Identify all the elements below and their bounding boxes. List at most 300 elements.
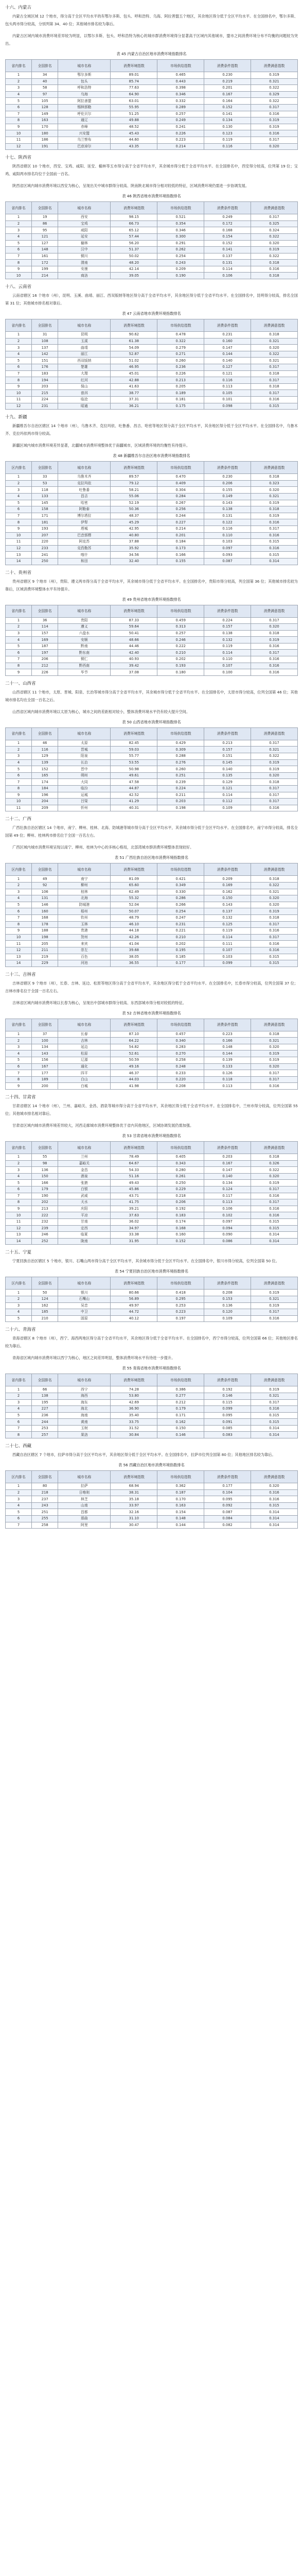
table-cell: 0.322 [251,98,298,105]
table-cell: 0.247 [157,914,204,921]
table-row [6,908,298,915]
table-cell: 37.31 [111,397,157,403]
column-header: 消费条件指数 [204,863,251,876]
table-cell: 忻州 [58,805,111,811]
table-cell: 203 [32,383,58,390]
table-cell: 31.10 [111,1516,157,1522]
table-cell: 150 [32,1173,58,1180]
table-row [6,493,298,500]
table-cell: 防城港 [58,902,111,908]
table-cell: 0.230 [204,72,251,79]
table-cell: 0.167 [204,1160,251,1167]
table-row [6,656,298,663]
table-cell: 0.318 [251,506,298,513]
body-paragraph: 甘肃省辖区 14 个地市（州），兰州、嘉峪关、金昌、酒泉等城市得分高于全省平均水平，其余地区得分低于全省平均水平。在全国排名中，兰州市得分较高，位列全国第 55 位；其他城市排名相对靠后。 [5,1104,298,1116]
table-cell: 0.315 [251,1218,298,1225]
table-cell: 0.251 [157,772,204,779]
table-cell: 1 [6,740,32,747]
table-cell: 0.319 [251,1050,298,1057]
table-cell: 0.136 [204,1302,251,1309]
table-cell: 53.80 [111,1393,157,1399]
table-cell: 11 [6,941,32,947]
table-cell: 187 [32,643,58,650]
table-cell: 5 [6,766,32,773]
table-cell: 0.226 [157,370,204,377]
table-row [6,1489,298,1496]
table-cell: 昌都 [58,1509,111,1516]
table-cell: 6 [6,506,32,513]
table-cell: 165 [32,772,58,779]
table-cell: 0.116 [204,143,251,150]
table-cell: 0.154 [204,233,251,240]
table-cell: 0.324 [251,227,298,234]
table-cell: 0.144 [204,1050,251,1057]
table-cell: 0.143 [204,500,251,506]
table-cell: 0.316 [251,1193,298,1199]
table-cell: 0.230 [204,474,251,481]
table-cell: 9 [6,928,32,935]
table-cell: 244 [32,1419,58,1426]
table-cell: 10 [6,1212,32,1219]
table-cell: 46 [32,740,58,747]
section-heading: 十六、内蒙古 [5,5,32,10]
table-cell: 0.300 [157,233,204,240]
table-cell: 1 [6,72,32,79]
table-cell: 0.304 [157,487,204,494]
table-cell: 锡林郭勒 [58,104,111,111]
table-cell: 0.283 [157,1044,204,1050]
table-cell: 0.316 [251,805,298,811]
column-header: 市场供给指数 [157,1142,204,1154]
table-cell: 59.03 [111,747,157,753]
body-paragraph: 西藏自治区辖区 7 个地市，拉萨市得分高于全区平均水平，其余地区得分低于全区平均水平。在全国排名中，拉萨市位列全国第 80 位；其他地区排名较为靠后。 [12,1452,276,1458]
table-row [6,1154,298,1161]
table-cell: 0.152 [204,240,251,247]
table-cell: 0.346 [157,227,204,234]
table-cell: 137 [32,345,58,351]
table-cell: 160 [32,908,58,915]
table-cell: 运城 [58,792,111,799]
table-cell: 0.174 [157,1218,204,1225]
table-row [6,364,298,371]
table-cell: 0.170 [157,1496,204,1503]
table-cell: 255 [32,1516,58,1522]
table-cell: 7 [6,253,32,260]
table-row [6,526,298,532]
table-cell: 0.320 [251,895,298,902]
table-cell: 0.110 [204,656,251,663]
table-row [6,474,298,481]
ranking-table [5,461,298,565]
table-cell: 220 [32,539,58,546]
table-cell: 0.134 [204,117,251,124]
table-cell: 0.103 [204,539,251,546]
table-cell: 52.19 [111,500,157,506]
table-cell: 239 [32,1225,58,1232]
table-cell: 35.40 [111,1412,157,1419]
table-cell: 227 [32,1406,58,1413]
table-cell: 0.146 [157,1432,204,1438]
table-cell: 0.267 [157,500,204,506]
table-cell: 127 [32,240,58,247]
table-cell: 3 [6,227,32,234]
table-row [6,1399,298,1406]
table-cell: 0.316 [251,928,298,935]
table-cell: 80 [32,1483,58,1490]
table-cell: 105 [32,98,58,105]
table-cell: 0.314 [251,1432,298,1438]
table-cell: 44.03 [111,1076,157,1083]
table-cell: 0.317 [251,137,298,143]
column-header: 全国排名 [32,727,58,740]
table-cell: 4 [6,1502,32,1509]
table-cell: 9 [6,124,32,130]
table-cell: 58 [32,85,58,92]
column-header: 消费满意指数 [251,1142,298,1154]
table-cell: 169 [32,637,58,643]
table-cell: 170 [32,124,58,130]
column-header: 消费环境指数 [111,863,157,876]
table-cell: 0.470 [157,474,204,481]
table-cell: 武威 [58,1193,111,1199]
table-cell: 0.316 [251,532,298,539]
table-cell: 180 [32,130,58,137]
table-cell: 0.213 [204,740,251,747]
column-header: 消费环境指数 [111,1471,157,1483]
table-caption: 表 53 甘肃省地市消费环境指数排名 [122,1133,181,1139]
table-row [6,786,298,792]
table-cell: 0.316 [251,643,298,650]
table-cell: 0.171 [157,1412,204,1419]
table-row [6,370,298,377]
table-cell: 0.144 [204,351,251,358]
table-cell: 0.318 [251,273,298,279]
table-cell: 0.321 [251,1038,298,1044]
table-cell: 0.145 [204,759,251,766]
table-cell: 55.77 [111,753,157,760]
table-cell: 大理 [58,370,111,377]
table-cell: 10 [6,130,32,137]
table-cell: 250 [32,558,58,565]
table-cell: 0.132 [204,914,251,921]
table-row [6,397,298,403]
table-cell: 0.166 [157,552,204,558]
table-row [6,1199,298,1206]
table-cell: 0.094 [204,1225,251,1232]
table-cell: 0.322 [251,85,298,92]
table-cell: 0.201 [157,532,204,539]
table-cell: 0.254 [157,253,204,260]
province-section [5,1443,298,1529]
table-cell: 79.12 [111,480,157,487]
table-cell: 14 [6,960,32,967]
table-cell: 0.219 [204,78,251,85]
table-cell: 0.087 [204,1509,251,1516]
column-header: 消费满意指数 [251,319,298,332]
table-cell: 0.135 [204,772,251,779]
table-cell: 50.41 [111,630,157,637]
table-cell: 7 [6,914,32,921]
table-cell: 0.116 [204,526,251,532]
table-cell: 0.147 [204,345,251,351]
table-cell: 191 [32,143,58,150]
table-cell: 3 [6,630,32,637]
table-cell: 30.84 [111,1432,157,1438]
table-cell: 243 [32,1502,58,1509]
table-cell: 166 [32,1180,58,1187]
table-cell: 0.087 [204,558,251,565]
table-cell: 昭通 [58,403,111,410]
table-cell: 吴忠 [58,1302,111,1309]
body-paragraph: 贵州省辖区 9 个地市（州），贵阳、遵义两市得分高于全省平均水平，其余城市得分低于全省平均水平。在全国排名中，贵阳市得分较高，列全国第 36 位；其他城市排名较为靠后，区域消费环境整体水平有待提升。 [5,579,298,591]
table-cell: 10 [6,273,32,279]
table-cell: 10 [6,799,32,805]
table-cell: 0.125 [204,921,251,928]
table-cell: 200 [32,1083,58,1090]
table-cell: 0.131 [204,260,251,266]
column-header: 城市名称 [58,1142,111,1154]
table-row [6,753,298,760]
table-cell: 0.314 [251,1232,298,1239]
column-header: 全国排名 [32,202,58,214]
table-cell: 0.313 [157,624,204,631]
column-header: 消费满意指数 [251,1019,298,1031]
table-cell: 0.151 [204,753,251,760]
table-cell: 241 [32,552,58,558]
table-row [6,1160,298,1167]
table-cell: 临汾 [58,786,111,792]
column-header: 消费环境指数 [111,202,157,214]
table-cell: 5 [6,1057,32,1064]
table-cell: 194 [32,377,58,384]
column-header: 消费条件指数 [204,1142,251,1154]
table-cell: 106 [32,889,58,895]
table-cell: 0.211 [157,792,204,799]
table-cell: 97 [32,91,58,98]
table-cell: 通化 [58,1063,111,1070]
table-row [6,480,298,487]
table-cell: 231 [32,403,58,410]
table-cell: 14 [6,558,32,565]
table-cell: 0.318 [251,914,298,921]
table-caption: 表 54 宁夏回族自治区地市消费环境指数排名 [114,1269,189,1274]
table-header-row [6,60,298,72]
table-cell: 0.314 [251,558,298,565]
table-cell: 0.330 [157,889,204,895]
column-header: 全国排名 [32,1471,58,1483]
table-cell: 渭南 [58,260,111,266]
table-cell: 36.02 [111,1218,157,1225]
table-cell: 0.354 [157,221,204,227]
table-cell: 0.316 [251,669,298,676]
column-header: 城市名称 [58,727,111,740]
table-cell: 44.18 [111,928,157,935]
table-cell: 日喀则 [58,1489,111,1496]
body-paragraph: 青海省辖区 8 个地市（州），西宁、海西两地区得分高于全省平均水平，其余地区得分低于全省平均水平。在全国排名中，西宁市得分较高，位列全国第 66 位；其他地区排名较为靠后。 [5,1336,298,1349]
table-cell: 1 [6,332,32,338]
body-paragraph: 甘肃省区域内城市消费环境差异较大，河西走廊城市消费环境整体优于省内其他地区，区域协调发展仍需加强。 [12,1123,194,1128]
table-row [6,941,298,947]
table-cell: 50.98 [111,766,157,773]
table-cell: 0.119 [204,643,251,650]
table-cell: 晋城 [58,747,111,753]
table-cell: 安康 [58,266,111,273]
column-header: 市场供给指数 [157,863,204,876]
column-header: 消费条件指数 [204,605,251,617]
table-cell: 11 [6,137,32,143]
table-cell: 巴音郭楞 [58,532,111,539]
column-header: 消费满意指数 [251,1374,298,1386]
table-cell: 0.421 [157,876,204,883]
table-row [6,954,298,960]
table-cell: 0.111 [204,941,251,947]
table-cell: 0.177 [204,1483,251,1490]
table-cell: 0.315 [251,1225,298,1232]
table-cell: 38.77 [111,390,157,397]
table-row [6,351,298,358]
table-cell: 保山 [58,383,111,390]
table-cell: 197 [32,650,58,656]
table-cell: 松原 [58,1050,111,1057]
table-cell: 211 [32,947,58,954]
table-row [6,403,298,410]
table-cell: 64.22 [111,1038,157,1044]
table-cell: 0.114 [204,266,251,273]
table-cell: 9 [6,1083,32,1090]
table-cell: 219 [32,954,58,960]
table-cell: 51.16 [111,1173,157,1180]
table-header-row [6,863,298,876]
table-cell: 2 [6,1489,32,1496]
table-cell: 0.250 [157,1180,204,1187]
table-cell: 116 [32,747,58,753]
table-cell: 5 [6,1315,32,1322]
column-header: 消费环境指数 [111,1142,157,1154]
table-cell: 0.202 [157,656,204,663]
table-cell: 1 [6,1154,32,1161]
table-row [6,1290,298,1296]
table-cell: 42.26 [111,934,157,941]
table-cell: 0.319 [251,1290,298,1296]
table-caption: 表 46 陕西省地市消费环境指数排名 [122,194,181,199]
table-cell: 40.80 [111,532,157,539]
table-cell: 百色 [58,954,111,960]
table-cell: 149 [32,111,58,117]
column-header: 消费条件指数 [204,319,251,332]
column-header: 城市名称 [58,863,111,876]
table-cell: 0.316 [251,266,298,273]
table-cell: 0.316 [251,1496,298,1503]
table-row [6,253,298,260]
table-cell: 0.241 [157,124,204,130]
table-cell: 0.321 [251,747,298,753]
table-cell: 0.129 [204,779,251,786]
ranking-table [5,1019,298,1090]
table-cell: 36.21 [111,403,157,410]
table-cell: 8 [6,1199,32,1206]
column-header: 消费条件指数 [204,727,251,740]
column-header: 消费满意指数 [251,462,298,474]
table-cell: 0.315 [251,1419,298,1426]
table-header-row [6,462,298,474]
table-cell: 40.12 [111,1315,157,1322]
table-cell: 90.62 [111,332,157,338]
table-cell: 80.66 [111,1290,157,1296]
table-cell: 222 [32,1212,58,1219]
column-header: 消费满意指数 [251,863,298,876]
table-cell: 10 [6,532,32,539]
table-row [6,1406,298,1413]
table-row [6,882,298,889]
table-cell: 0.317 [251,390,298,397]
table-cell: 0.325 [251,221,298,227]
table-cell: 46.37 [111,1070,157,1077]
table-cell: 0.084 [204,1516,251,1522]
table-cell: 3 [6,345,32,351]
table-cell: 0.317 [251,1187,298,1193]
table-cell: 195 [32,1399,58,1406]
table-cell: 0.149 [204,493,251,500]
table-cell: 51.25 [111,111,157,117]
column-header: 消费环境指数 [111,462,157,474]
table-cell: 0.429 [157,740,204,747]
table-cell: 汉中 [58,247,111,253]
table-row [6,78,298,85]
table-cell: 0.322 [251,882,298,889]
table-cell: 0.349 [157,882,204,889]
table-row [6,1050,298,1057]
table-cell: 204 [32,799,58,805]
table-cell: 普洱 [58,390,111,397]
table-cell: 87.33 [111,617,157,624]
table-row [6,72,298,79]
table-row [6,1225,298,1232]
table-cell: 89.01 [111,72,157,79]
table-cell: 0.405 [157,1154,204,1161]
table-cell: 46.95 [111,364,157,371]
table-cell: 8 [6,786,32,792]
column-header: 城市名称 [58,1019,111,1031]
table-row [6,779,298,786]
table-cell: 9 [6,792,32,799]
table-cell: 0.209 [204,876,251,883]
column-header: 全国排名 [32,1277,58,1290]
table-cell: 0.315 [251,954,298,960]
table-cell: 86 [32,221,58,227]
table-cell: 晋中 [58,766,111,773]
table-cell: 西双版纳 [58,358,111,364]
table-cell: 74.28 [111,1386,157,1393]
column-header: 消费满意指数 [251,1277,298,1290]
column-header: 消费环境指数 [111,727,157,740]
table-cell: 11 [6,397,32,403]
table-cell: 134 [32,1044,58,1050]
table-cell: 0.478 [157,332,204,338]
table-cell: 宝鸡 [58,221,111,227]
table-cell: 49.97 [111,1302,157,1309]
table-cell: 4 [6,1406,32,1413]
table-cell: 乌鲁木齐 [58,474,111,481]
table-cell: 0.244 [157,513,204,519]
table-cell: 3 [6,1167,32,1174]
table-cell: 0.133 [204,1063,251,1070]
table-cell: 0.173 [157,545,204,552]
table-cell: 49.43 [111,1180,157,1187]
column-header: 省内排名 [6,1142,32,1154]
table-cell: 0.260 [157,766,204,773]
column-header: 省内排名 [6,1374,32,1386]
table-caption: 表 45 内蒙古自治区地市消费环境指数排名 [116,52,187,56]
